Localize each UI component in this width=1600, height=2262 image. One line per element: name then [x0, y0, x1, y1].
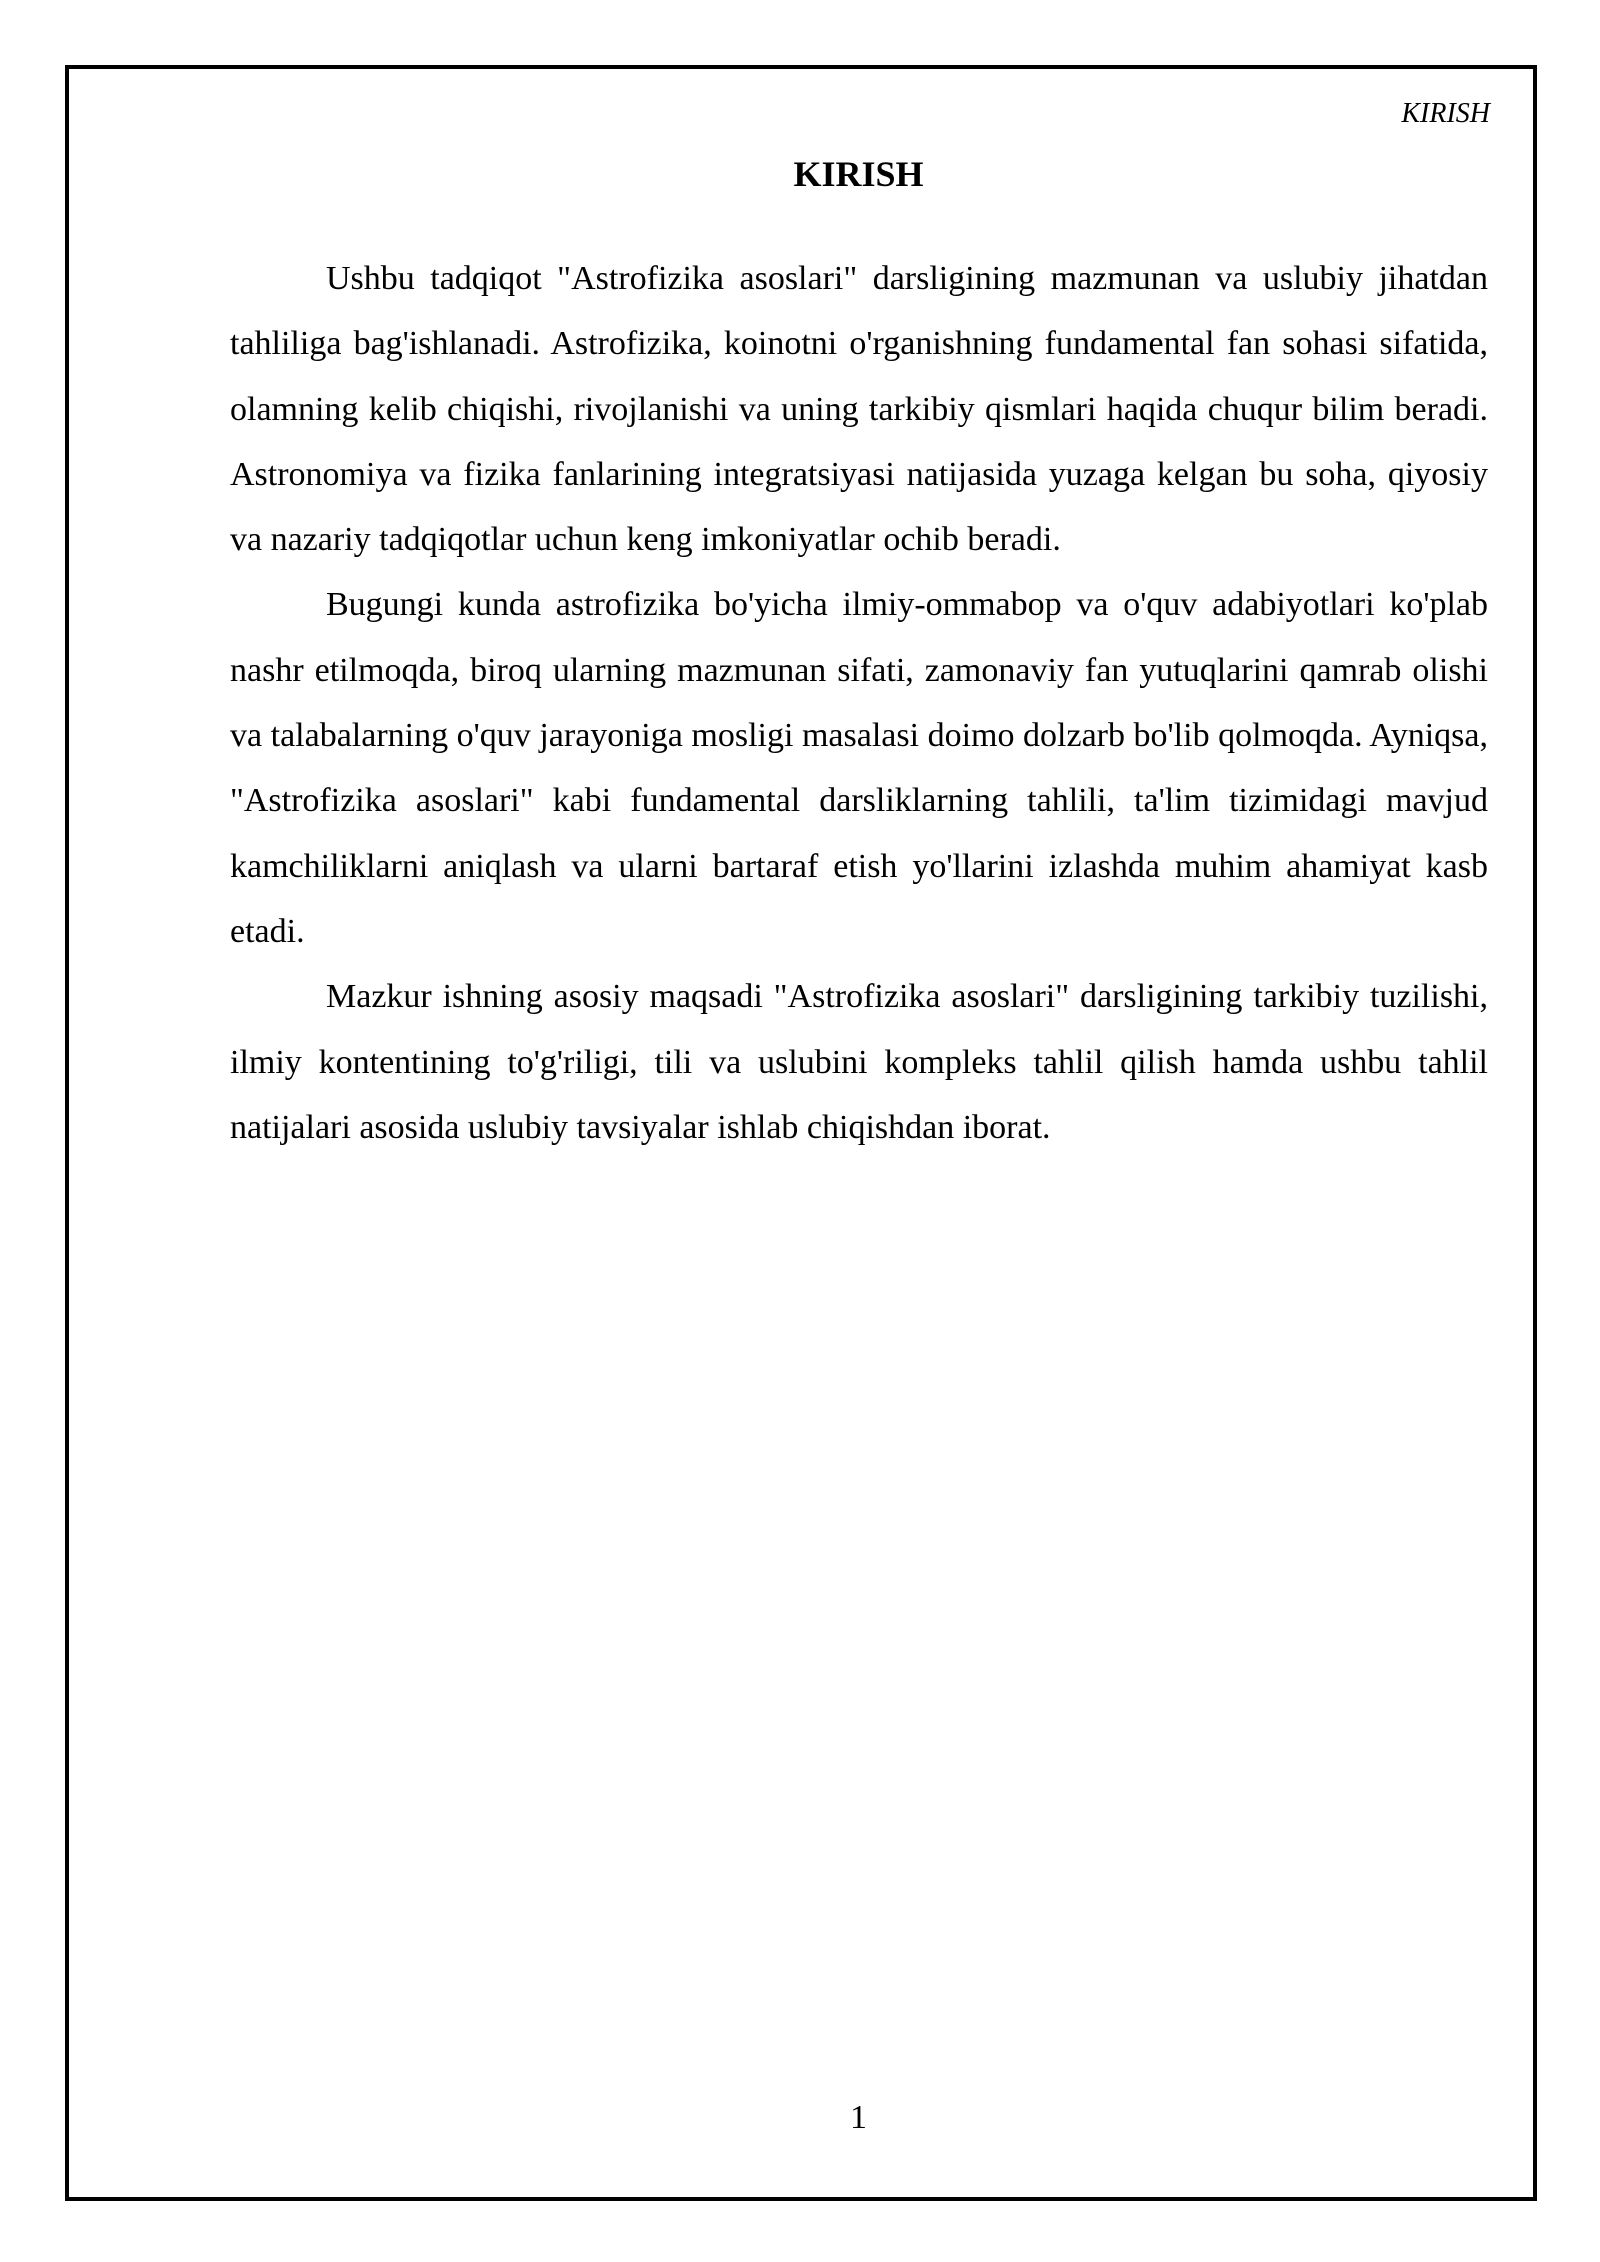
- page-number: 1: [850, 2099, 867, 2136]
- paragraph-1: Ushbu tadqiqot "Astrofizika asoslari" darsligining mazmunan va uslubiy jihatdan tahliliga bag'ishlanadi. Astrofizika, koinotni o'rganishning fundamental fan sohasi sifatida, olamning kelib chiqishi, rivojlanishi va uning tarkibiy qismlari haqida chuqur bilim beradi. Astronomiya va fizika fanlarining integratsiyasi natijasida yuzaga kelgan bu soha, qiyosiy va nazariy tadqiqotlar uchun keng imkoniyatlar ochib beradi.: [230, 260, 1488, 559]
- body-text: [230, 246, 1488, 1160]
- paragraph-3: Mazkur ishning asosiy maqsadi "Astrofizika asoslari" darsligining tarkibiy tuzilishi, ilmiy kontentining to'g'riligi, tili va uslubini kompleks tahlil qilish hamda ushbu tahlil natijalari asosida uslubiy tavsiyalar ishlab chiqishdan iborat.: [230, 978, 1488, 1146]
- paragraph-2: Bugungi kunda astrofizika bo'yicha ilmiy-ommabop va o'quv adabiyotlari ko'plab nashr etilmoqda, biroq ularning mazmunan sifati, zamonaviy fan yutuqlarini qamrab olishi va talabalarning o'quv jarayoniga mosligi masalasi doimo dolzarb bo'lib qolmoqda. Ayniqsa, "Astrofizika asoslari" kabi fundamental darsliklarning tahlili, ta'lim tizimidagi mavjud kamchiliklarni aniqlash va ularni bartaraf etish yo'llarini izlashda muhim ahamiyat kasb etadi.: [230, 586, 1488, 950]
- page-title: KIRISH: [793, 154, 924, 194]
- running-header: KIRISH: [1401, 98, 1490, 129]
